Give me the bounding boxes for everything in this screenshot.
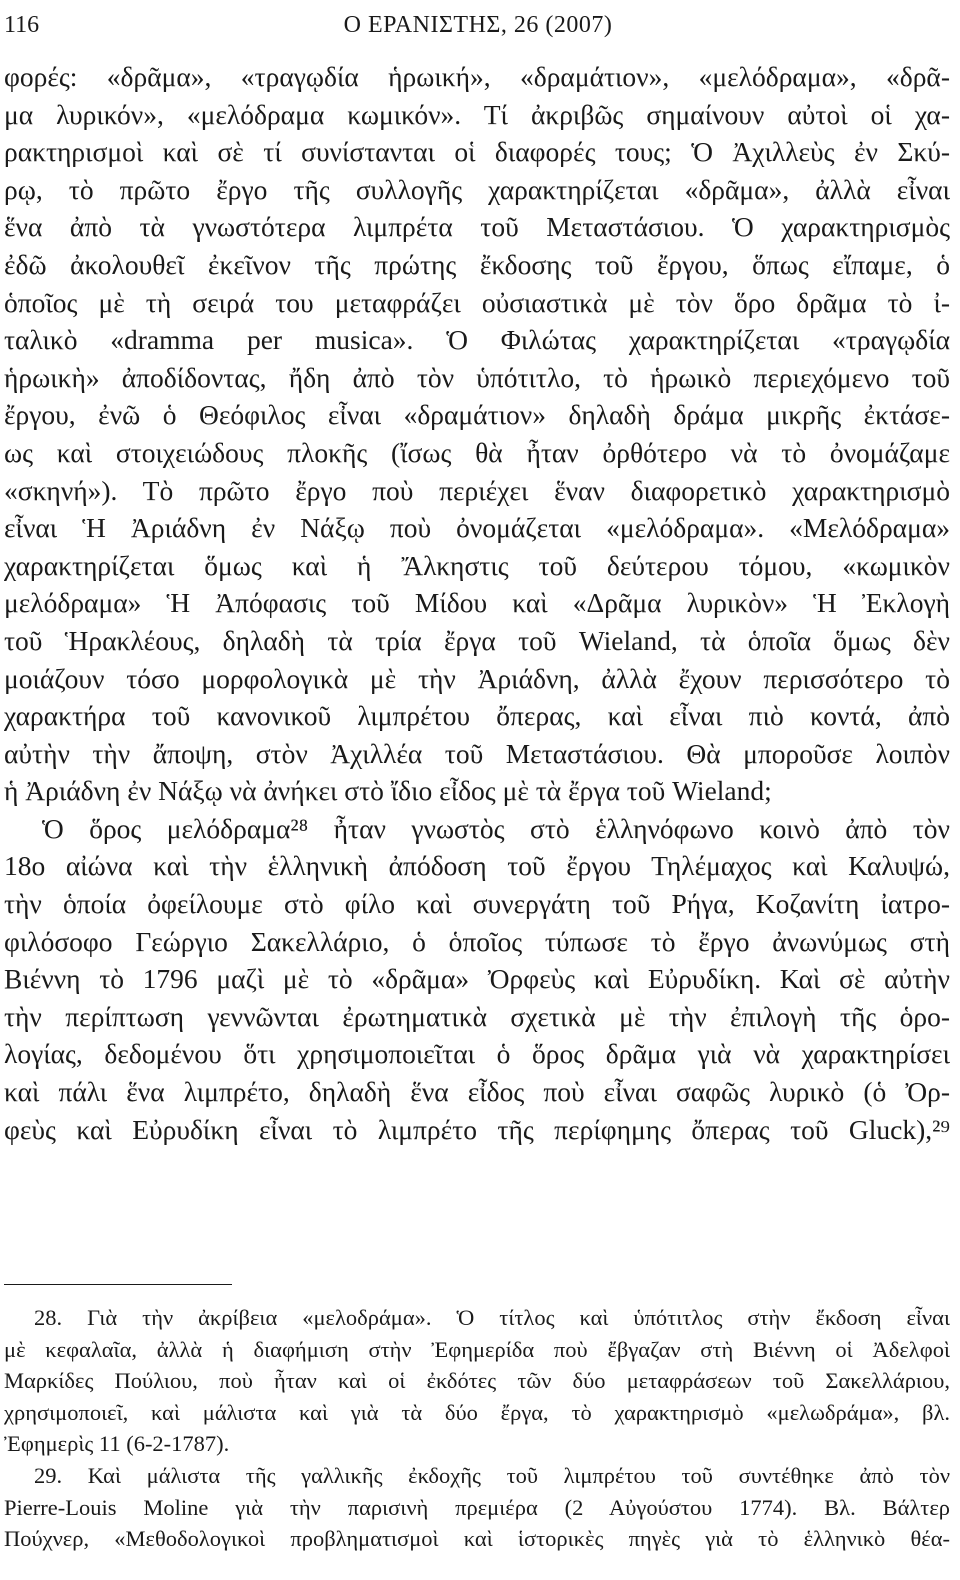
footnotes — [4, 1302, 950, 1555]
footnote-line: Ἐφημερὶς 11 (6-2-1787). — [4, 1431, 230, 1457]
footnote-divider — [4, 1284, 232, 1285]
text-line: ἕνα ἀπὸ τὰ γνωστότερα λιμπρέτα τοῦ Μεταστάσιου. Ὁ χαρακτηρισμὸς — [4, 211, 950, 243]
text-line: Ὁ ὅρος μελόδραμα²⁸ ἦταν γνωστὸς στὸ ἑλληνόφωνο κοινὸ ἀπὸ τὸν — [42, 812, 950, 844]
page-number: 116 — [4, 12, 40, 38]
footnote-line: 28. Γιὰ τὴν ἀκρίβεια «μελοδράμα». Ὁ τίτλος καὶ ὑπότιτλος στὴν ἔκδοση εἶναι — [34, 1305, 950, 1330]
text-line: λογίας, δεδομένου ὅτι χρησιμοποιεῖται ὁ ὅρος δρᾶμα γιὰ νὰ χαρακτηρίσει — [4, 1038, 950, 1070]
text-line: ρακτηρισμοὶ καὶ σὲ τί συνίστανται οἱ διαφορές τους; Ὁ Ἀχιλλεὺς ἐν Σκύ- — [4, 136, 950, 168]
text-line: μελόδραμα» Ἡ Ἀπόφασις τοῦ Μίδου καὶ «Δρᾶμα λυρικὸν» Ἡ Ἐκλογὴ — [4, 587, 950, 619]
text-line: καὶ πάλι ἕνα λιμπρέτο, δηλαδὴ ἕνα εἶδος ποὺ εἶναι σαφῶς λυρικὸ (ὁ Ὀρ- — [4, 1076, 950, 1108]
footnote-line: μὲ κεφαλαῖα, ἀλλὰ ἡ διαφήμιση στὴν Ἐφημερίδα ποὺ ἔβγαζαν στὴ Βιέννη οἱ Ἀδελφοὶ — [4, 1336, 950, 1362]
text-line: μα λυρικόν», «μελόδραμα κωμικόν». Τί ἀκριβῶς σημαίνουν αὐτοὶ οἱ χα- — [4, 98, 950, 130]
text-line: ρῳ, τὸ πρῶτο ἔργο τῆς συλλογῆς χαρακτηρίζεται «δρᾶμα», ἀλλὰ εἶναι — [4, 173, 950, 205]
text-line: αὐτὴν τὴν ἄποψη, στὸν Ἀχιλλέα τοῦ Μεταστάσιου. Θὰ μποροῦσε λοιπὸν — [4, 737, 950, 769]
footnote-line: 29. Καὶ μάλιστα τῆς γαλλικῆς ἐκδοχῆς τοῦ λιμπρέτου τοῦ συντέθηκε ἀπὸ τὸν — [34, 1462, 950, 1488]
footnote-line: χρησιμοποιεῖ, καὶ μάλιστα καὶ γιὰ τὰ δύο ἔργα, τὸ χαρακτηρισμὸ «μελωδράμα», βλ. — [4, 1399, 950, 1425]
text-line: 18ο αἰώνα καὶ τὴν ἑλληνικὴ ἀπόδοση τοῦ ἔργου Τηλέμαχος καὶ Καλυψώ, — [4, 850, 950, 882]
text-line: ἡρωικὴ» ἀποδίδοντας, ἤδη ἀπὸ τὸν ὑπότιτλο, τὸ ἡρωικὸ περιεχόμενο τοῦ — [4, 361, 950, 393]
text-line: «σκηνή»). Τὸ πρῶτο ἔργο ποὺ περιέχει ἕναν διαφορετικὸ χαρακτηρισμὸ — [4, 474, 950, 506]
text-line: χαρακτήρα τοῦ κανονικοῦ λιμπρέτου ὄπερας, καὶ εἶναι πιὸ κοντά, ἀπὸ — [4, 700, 950, 732]
text-line: φιλόσοφο Γεώργιο Σακελλάριο, ὁ ὁποῖος τύπωσε τὸ ἔργο ἀνωνύμως στὴ — [4, 925, 950, 957]
body-text — [4, 58, 950, 1148]
text-line: μοιάζουν τόσο μορφολογικὰ μὲ τὴν Ἀριάδνη, ἀλλὰ ἔχουν περισσότερο τὸ — [4, 662, 950, 694]
text-line: ἐδῶ ἀκολουθεῖ ἐκεῖνον τῆς πρώτης ἔκδοσης τοῦ ἔργου, ὅπως εἴπαμε, ὁ — [4, 248, 950, 280]
footnote-line: Μαρκίδες Πούλιου, ποὺ ἦταν καὶ οἱ ἐκδότες τῶν δύο μεταφράσεων τοῦ Σακελλάριου, — [4, 1368, 950, 1394]
text-line: τὴν ὁποία ὀφείλουμε στὸ φίλο καὶ συνεργάτη τοῦ Ρήγα, Κοζανίτη ἰατρο- — [4, 888, 950, 920]
text-line: εἶναι Ἡ Ἀριάδνη ἐν Νάξῳ ποὺ ὀνομάζεται «μελόδραμα». «Μελόδραμα» — [4, 512, 950, 544]
journal-title: Ο ΕΡΑΝΙΣΤΗΣ, 26 (2007) — [343, 12, 613, 38]
text-line: τοῦ Ἡρακλέους, δηλαδὴ τὰ τρία ἔργα τοῦ Wieland, τὰ ὁποῖα ὅμως δὲν — [4, 624, 950, 656]
footnote-line: Pierre-Louis Moline γιὰ τὴν παρισινὴ πρεμιέρα (2 Αὐγούστου 1774). Βλ. Βάλτερ — [4, 1494, 950, 1520]
text-line: ἡ Ἀριάδνη ἐν Νάξῳ νὰ ἀνήκει στὸ ἴδιο εἶδος μὲ τὰ ἔργα τοῦ Wieland; — [4, 775, 772, 807]
running-head — [4, 8, 952, 42]
text-line: Βιέννη τὸ 1796 μαζὶ μὲ τὸ «δρᾶμα» Ὀρφεὺς καὶ Εὐρυδίκη. Καὶ σὲ αὐτὴν — [4, 963, 950, 995]
text-line: ὁποῖος μὲ τὴ σειρά του μεταφράζει οὐσιαστικὰ μὲ τὸν ὅρο δρᾶμα τὸ ἰ- — [4, 286, 950, 318]
text-line: ἔργου, ἐνῶ ὁ Θεόφιλος εἶναι «δραμάτιον» δηλαδὴ δράμα μικρῆς ἐκτάσε- — [4, 399, 950, 431]
footnote-line: Πούχνερ, «Μεθοδολογικοὶ προβληματισμοὶ καὶ ἱστορικὲς πηγὲς γιὰ τὸ ἑλληνικὸ θέα- — [4, 1526, 950, 1552]
text-line: ως καὶ στοιχειώδους πλοκῆς (ἴσως θὰ ἦταν ὀρθότερο νὰ τὸ ὀνομάζαμε — [4, 436, 950, 468]
text-line: φεὺς καὶ Εὐρυδίκη εἶναι τὸ λιμπρέτο τῆς περίφημης ὄπερας τοῦ Gluck),²⁹ — [4, 1113, 950, 1145]
text-line: χαρακτηρίζεται ὅμως καὶ ἡ Ἄλκηστις τοῦ δεύτερου τόμου, «κωμικὸν — [4, 549, 950, 581]
text-line: φορές: «δρᾶμα», «τραγῳδία ἡρωική», «δραμάτιον», «μελόδραμα», «δρᾶ- — [4, 61, 950, 92]
text-line: ταλικὸ «dramma per musica». Ὁ Φιλώτας χαρακτηρίζεται «τραγῳδία — [4, 324, 950, 356]
text-line: τὴν περίπτωση γεννῶνται ἐρωτηματικὰ σχετικὰ μὲ τὴν ἐπιλογὴ τῆς ὁρο- — [4, 1000, 950, 1032]
